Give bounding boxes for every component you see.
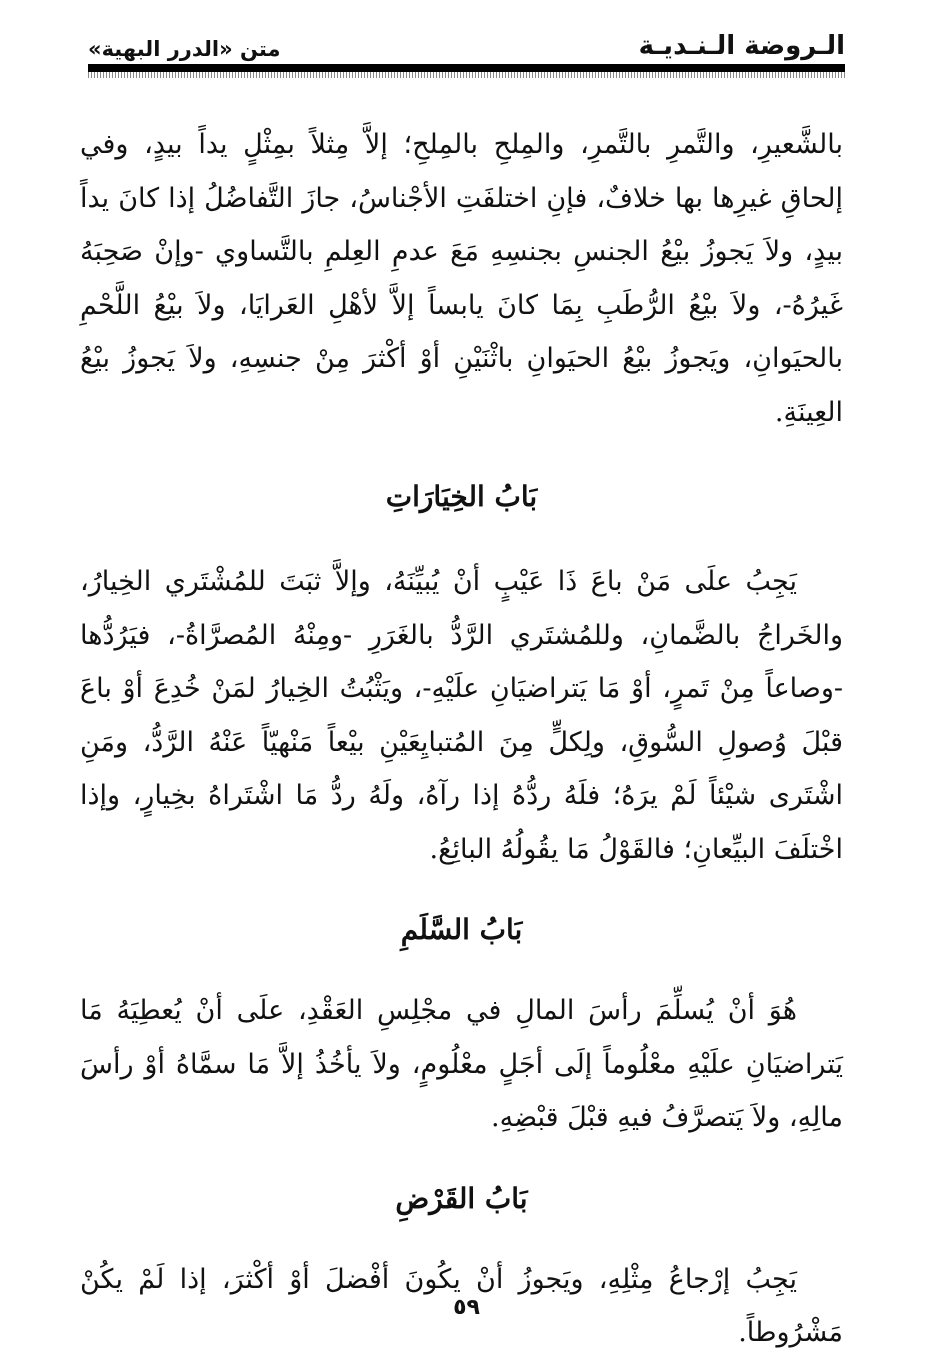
paragraph-sales-continuation: بالشَّعيرِ، والتَّمرِ بالتَّمرِ، والمِلحِ بالمِلحِ؛ إلاَّ مِثلاً بمِثْلٍ يداً بيدٍ، وفي إلحاقِ غيرِها بها خلافٌ، فإنِ اختلفَتِ الأجْناسُ، جازَ التَّفاضُلُ إذا كانَ يداً بيدٍ، ولاَ يَجوزُ بيْعُ الجنسِ بجنسِهِ مَعَ عدمِ العِلمِ بالتَّساوي -وإنْ صَحِبَهُ غَيرُهُ-، ولاَ بيْعُ الرُّطَبِ بِمَا كانَ يابساً إلاَّ لأهْلِ العَرايَا، ولاَ بيْعُ اللَّحْمِ بالحيَوانِ، ويَجوزُ بيْعُ الحيَوانِ باثْنَيْنِ أوْ أكْثرَ مِنْ جنسِهِ، ولاَ يَجوزُ بيْعُ العِينَةِ.	[80, 129, 843, 428]
heading-loan-chapter: بَابُ القَرْضِ	[395, 1181, 528, 1215]
paragraph-salam: هُوَ أنْ يُسلِّمَ رأسَ المالِ في مجْلِسِ العَقْدِ، علَى أنْ يُعطِيَهُ مَا يَتراضيَانِ علَيْهِ معْلُوماً إلَى أجَلٍ معْلُومٍ، ولاَ يأخُذُ إلاَّ مَا سمَّاهُ أوْ رأسَ مالِهِ، ولاَ يَتصرَّفُ فيهِ قبْلَ قبْضِهِ.	[80, 995, 843, 1133]
paragraph-loan: يَجِبُ إرْجاعُ مِثْلِهِ، ويَجوزُ أنْ يكُونَ أفْضلَ أوْ أكْثرَ، إذا لَمْ يكُنْ مَشْرُوطاً.	[80, 1263, 843, 1348]
running-header	[88, 26, 845, 66]
header-rule	[88, 64, 845, 72]
book-title: الـروضة الـنـديـة	[638, 31, 845, 61]
header-rule-hatch	[88, 72, 845, 78]
book-subtitle: متن «الدرر البهية»	[88, 37, 281, 61]
paragraph-options: يَجِبُ علَى مَنْ باعَ ذَا عَيْبٍ أنْ يُبيِّنَهُ، وإلاَّ ثبَتَ للمُشْتَري الخِيارُ، والخَراجُ بالضَّمانِ، وللمُشتَري الرَّدُّ بالغَرَرِ -ومِنْهُ المُصرَّاةُ-، فيَرُدُّها -وصاعاً مِنْ تَمرٍ، أوْ مَا يَتراضيَانِ علَيْهِ-، ويَثْبُتُ الخِيارُ لمَنْ خُدِعَ أوْ باعَ قبْلَ وُصولِ السُّوقِ، ولِكلٍّ مِنَ المُتبايِعَيْنِ بيْعاً مَنْهيّاً عَنْهُ الرَّدُّ، ومَنِ اشْتَرى شيْئاً لَمْ يرَهُ؛ فلَهُ ردُّهُ إذا رآهُ، ولَهُ ردُّ مَا اشْتَراهُ بخِيارٍ، وإذا اخْتلَفَ البيِّعانِ؛ فالقَوْلُ مَا يقُولُهُ البائِعُ.	[80, 566, 843, 865]
heading-salam-chapter: بَابُ السَّلَمِ	[400, 913, 523, 946]
page-number: ٥٩	[453, 1295, 480, 1320]
heading-options-chapter: بَابُ الخِيَارَاتِ	[385, 480, 538, 513]
page-content	[80, 118, 843, 1360]
